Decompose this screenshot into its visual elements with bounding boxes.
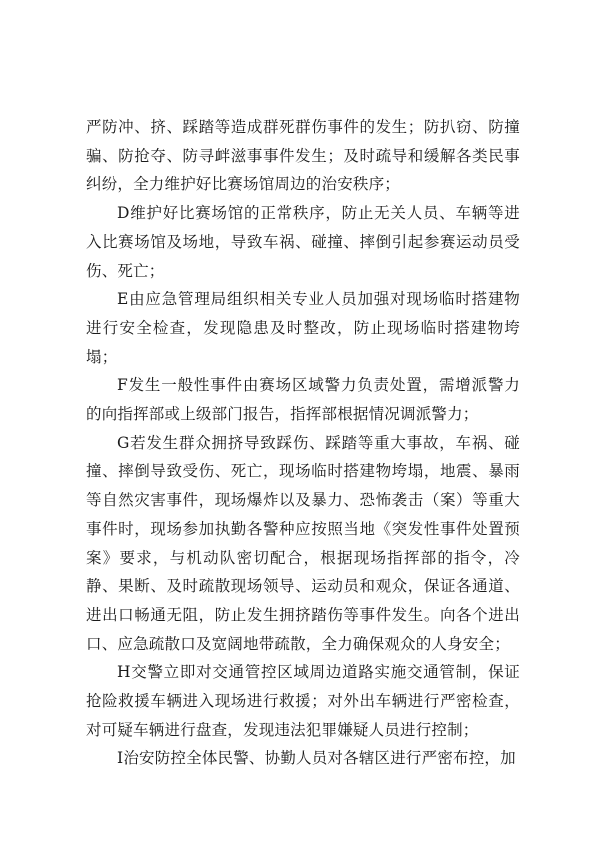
paragraph-f: F发生一般性事件由赛场区域警力负责处置，需增派警力的向指挥部或上级部门报告，指挥部根据情况调派警力； <box>86 376 520 424</box>
paragraph-i: I治安防控全体民警、协勤人员对各辖区进行严密布控，加 <box>117 749 516 768</box>
paragraph-g: G若发生群众拥挤导致踩伤、踩踏等重大事故，车祸、碰撞、摔倒导致受伤、死亡，现场临时搭建物垮塌，地震、暴雨等自然灾害事件，现场爆炸以及暴力、恐怖袭击（案）等重大事件时，现场参加执勤各警种应按照当地《突发性事件处置预案》要求，与机动队密切配合，根据现场指挥部的指令，冷静、果断、及时疏散现场领导、运动员和观众，保证各通道、进出口畅通无阻，防止发生拥挤踏伤等事件发生。向各个进出口、应急疏散口及宽阔地带疏散，全力确保观众的人身安全； <box>86 433 520 653</box>
paragraph-0: 严防冲、挤、踩踏等造成群死群伤事件的发生；防扒窃、防撞骗、防抢夺、防寻衅滋事事件发生；及时疏导和缓解各类民事纠纷，全力维护好比赛场馆周边的治安秩序； <box>86 118 520 194</box>
paragraph-h: H交警立即对交通管控区域周边道路实施交通管制，保证抢险救援车辆进入现场进行救援；对外出车辆进行严密检查，对可疑车辆进行盘查，发现违法犯罪嫌疑人员进行控制； <box>86 663 520 739</box>
paragraph-e: E由应急管理局组织相关专业人员加强对现场临时搭建物进行安全检查，发现隐患及时整改，防止现场临时搭建物垮塌； <box>86 290 520 366</box>
document-body <box>86 113 520 773</box>
paragraph-d: D维护好比赛场馆的正常秩序，防止无关人员、车辆等进入比赛场馆及场地，导致车祸、碰撞、摔倒引起参赛运动员受伤、死亡； <box>86 204 520 280</box>
